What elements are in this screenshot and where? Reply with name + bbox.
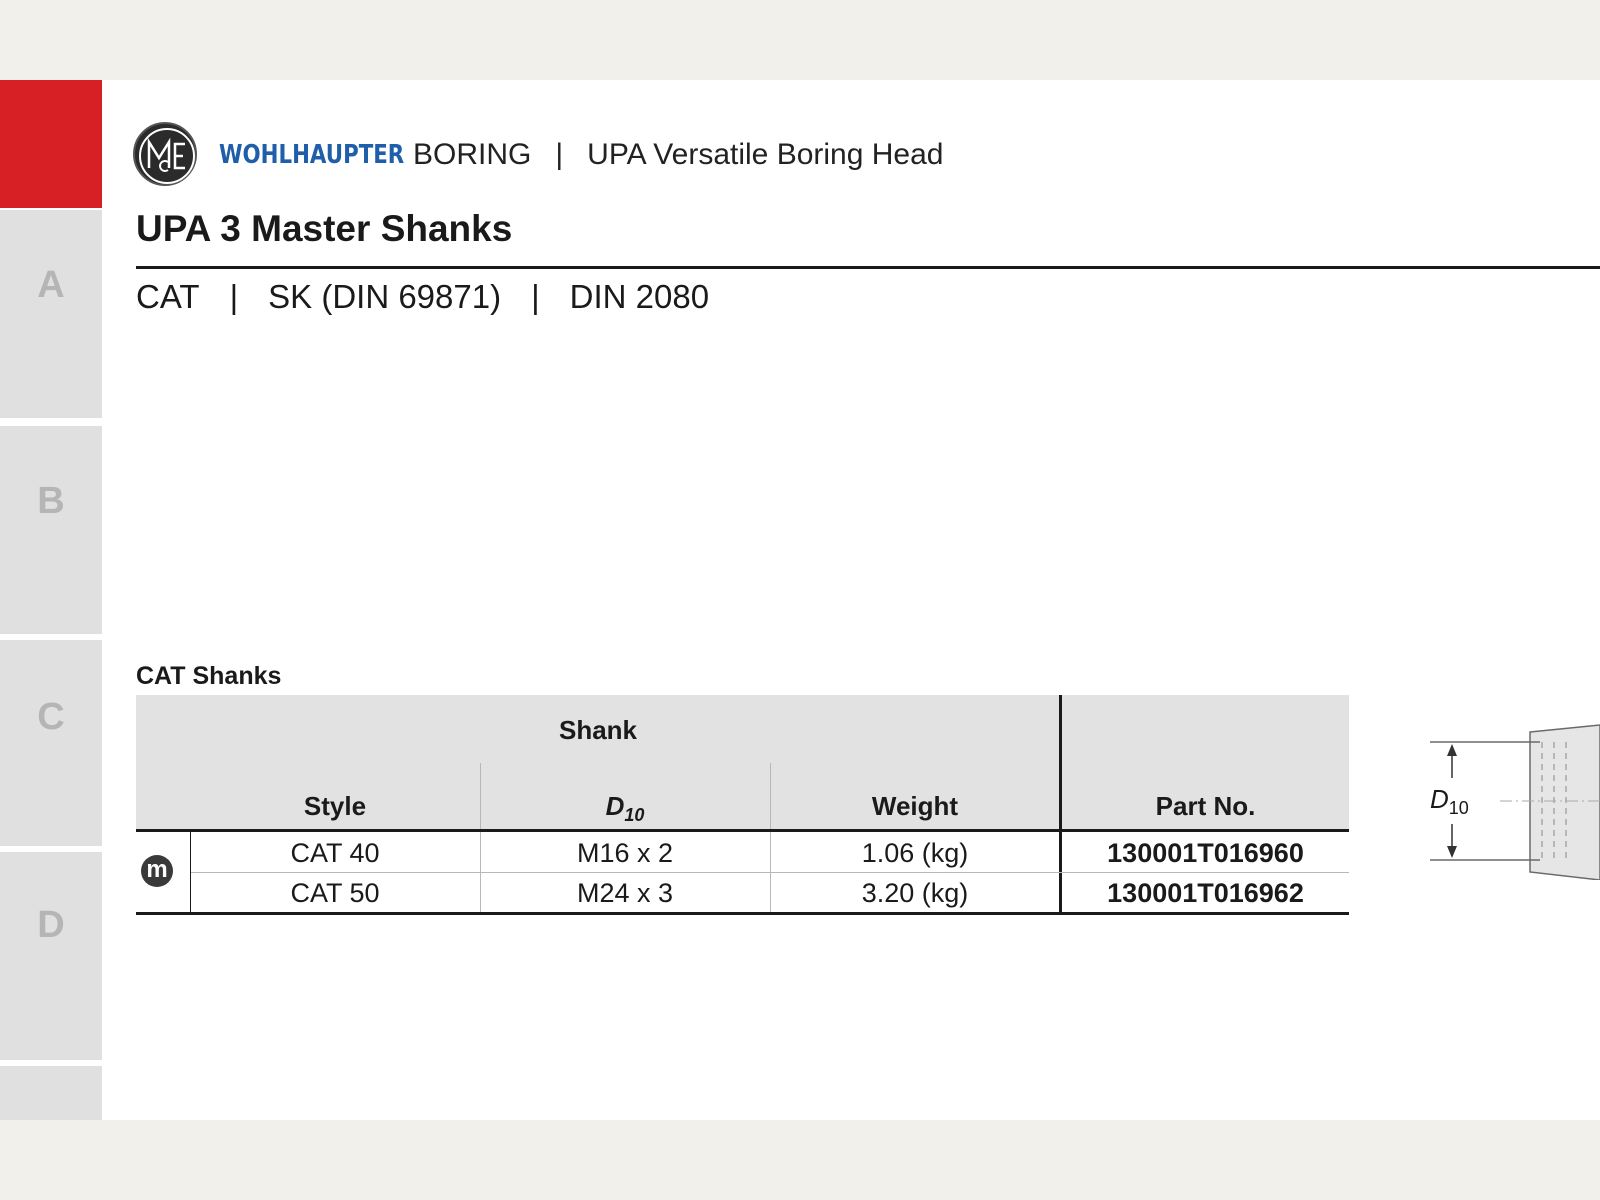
header-weight: Weight [871, 791, 959, 821]
brand-name: WOHLHAUPTER [219, 140, 405, 170]
title-divider [136, 266, 1600, 269]
side-tabs [0, 80, 102, 1120]
header-d10-main: D [605, 791, 625, 821]
section-color-tab [0, 80, 102, 208]
cell-part-no-row1[interactable]: 130001T016960 [1107, 838, 1304, 868]
subtitle-item-din: DIN 2080 [569, 278, 710, 315]
subtitle-item-sk: SK (DIN 69871) [268, 278, 502, 315]
drawing-label-d10 [1430, 784, 1469, 823]
drawing-label-main: D [1430, 784, 1449, 814]
cell-weight-row2: 3.20 (kg) [861, 878, 969, 908]
table-section-label: CAT Shanks [136, 662, 282, 690]
subtitle-separator: | [229, 278, 239, 315]
page-header [133, 120, 1533, 194]
amce-logo-icon [133, 122, 197, 186]
drawing-label-sub: 10 [1448, 798, 1469, 818]
page-subtitle [136, 278, 709, 316]
header-d10-sub: 10 [624, 805, 645, 825]
cell-part-no-row2[interactable]: 130001T016962 [1107, 878, 1304, 908]
side-tab-next[interactable] [0, 1066, 102, 1120]
cell-d10-row2: M24 x 3 [576, 878, 674, 908]
breadcrumb-section: BORING [413, 138, 532, 171]
header-bottom-rule [136, 829, 1349, 832]
header-style: Style [303, 791, 367, 821]
header-part-no: Part No. [1155, 791, 1256, 821]
table-bottom-rule [136, 912, 1349, 915]
breadcrumb-separator: | [555, 138, 564, 171]
page-title: UPA 3 Master Shanks [136, 208, 513, 249]
subtitle-item-cat: CAT [136, 278, 200, 315]
cell-weight-row1: 1.06 (kg) [861, 838, 969, 868]
subtitle-separator: | [531, 278, 540, 315]
metric-badge-icon: m [141, 855, 173, 887]
cell-d10-row1: M16 x 2 [576, 838, 674, 868]
side-tab-a[interactable]: A [0, 210, 102, 418]
catalog-page [0, 80, 1600, 1120]
shank-drawing [1430, 720, 1600, 880]
breadcrumb-product: UPA Versatile Boring Head [587, 138, 944, 171]
breadcrumb [413, 138, 943, 172]
header-group-shank: Shank [558, 715, 638, 745]
cell-style-row2: CAT 50 [290, 878, 380, 908]
header-d10 [480, 791, 770, 826]
side-tab-d[interactable]: D [0, 852, 102, 1060]
side-tab-c[interactable]: C [0, 640, 102, 846]
cell-style-row1: CAT 40 [290, 838, 380, 868]
side-tab-b[interactable]: B [0, 426, 102, 634]
